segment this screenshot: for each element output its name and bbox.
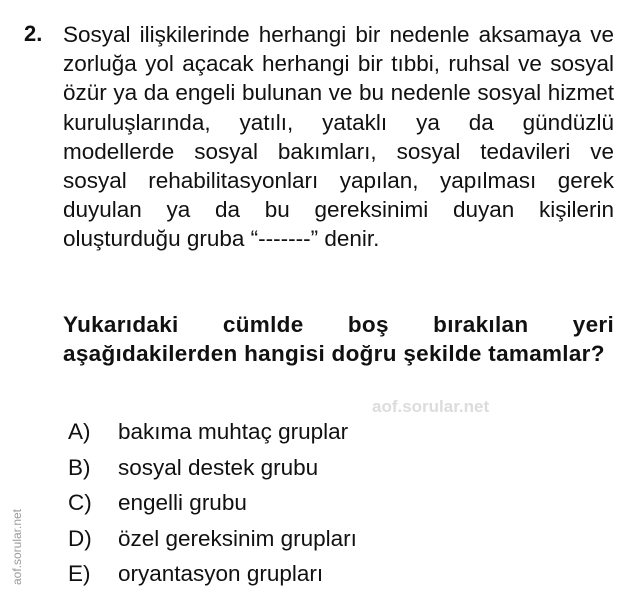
option-e[interactable]: [68, 561, 357, 597]
option-text: özel gereksinim grupları: [118, 525, 357, 551]
option-d[interactable]: [68, 526, 357, 562]
option-letter: D): [68, 525, 92, 551]
option-text: bakıma muhtaç gruplar: [118, 419, 349, 444]
option-text: oryantasyon grupları: [118, 561, 324, 586]
question-stem: Sosyal ilişkilerinde herhangi bir nedenle aksamaya ve zorluğa yol açacak herhangi bir tıbbi, ruhsal ve sosyal özür ya da engeli bulunan ve bu nedenle sosyal hizmet kuruluşlarında, yatılı, yataklı ya da gündüzlü modellerde sosyal bakımları, sosyal tedavileri ve sosyal rehabilitasyonları yapılan, yapılması gerek duyulan ya da bu gereksinimi duyan kişilerin oluşturduğu gruba “-------” denir.: [63, 22, 614, 252]
option-a[interactable]: [68, 419, 357, 455]
option-b[interactable]: [68, 455, 357, 491]
option-letter: C): [68, 490, 92, 515]
side-watermark: aof.sorular.net: [10, 508, 24, 586]
watermark: aof.sorular.net: [372, 397, 490, 416]
question-number: 2.: [24, 21, 43, 46]
option-text: sosyal destek grubu: [118, 454, 319, 480]
option-letter: A): [68, 419, 91, 444]
question-prompt: Yukarıdaki cümlde boş bırakılan yeri aşağıdakilerden hangisi doğru şekilde tamamlar?: [63, 312, 614, 367]
answer-options: [68, 419, 357, 597]
option-c[interactable]: [68, 490, 357, 526]
option-text: engelli grubu: [118, 490, 247, 515]
option-letter: B): [68, 454, 91, 480]
option-letter: E): [68, 561, 91, 586]
